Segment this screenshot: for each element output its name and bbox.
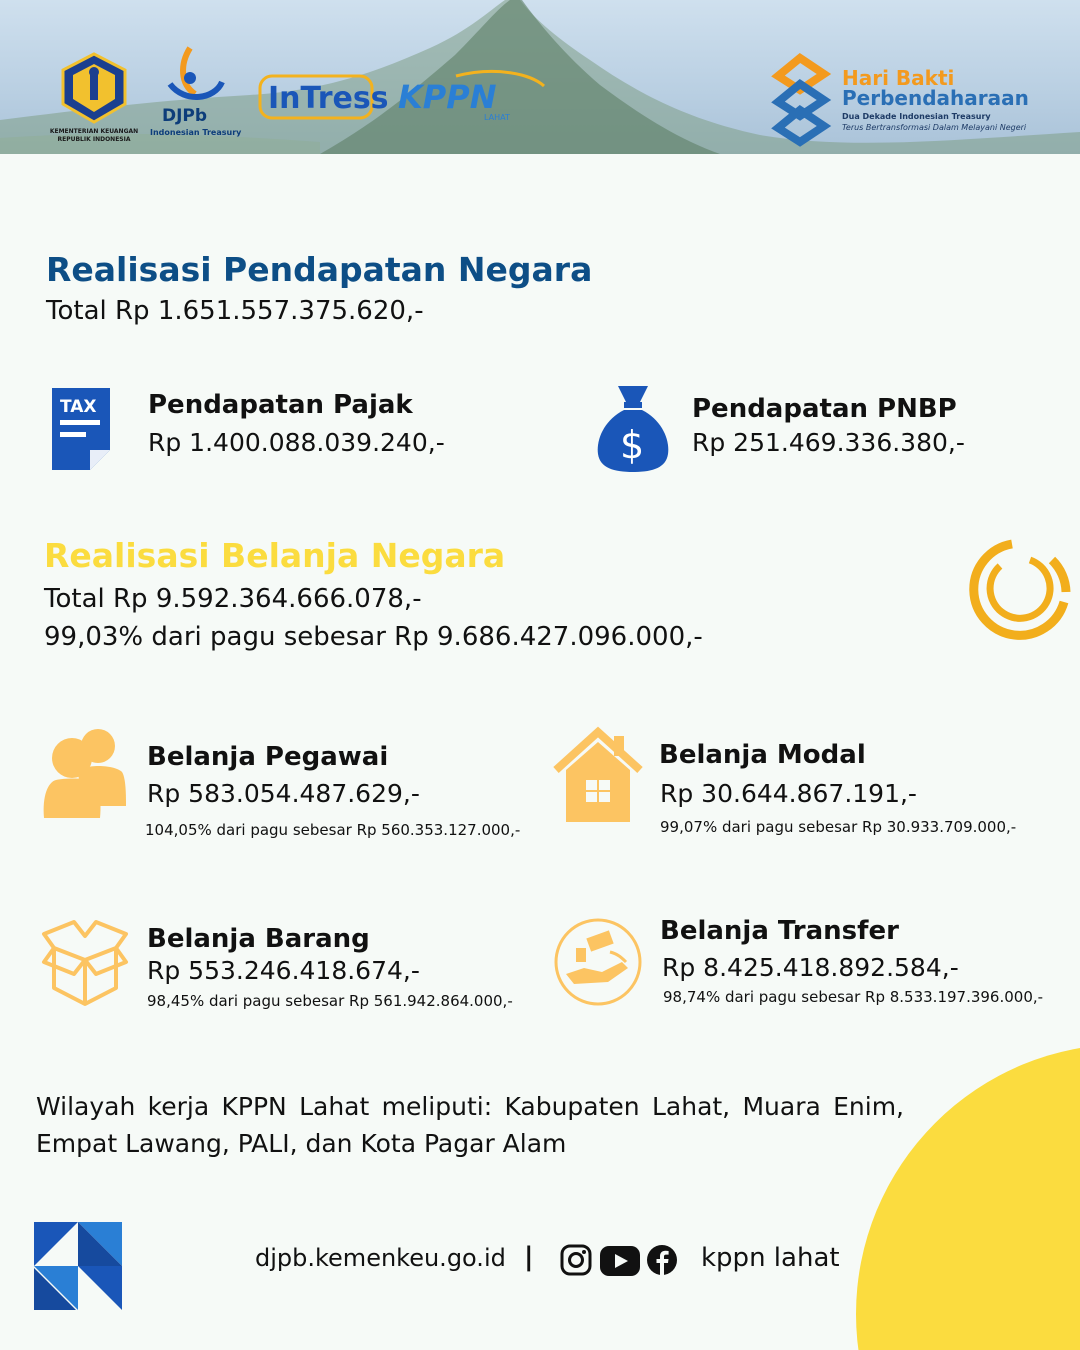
djpb-subtitle: Indonesian Treasury [150,128,242,137]
kemenkeu-line2: REPUBLIK INDONESIA [57,136,131,143]
belanja-pegawai-value: Rp 583.054.487.629,- [147,779,420,808]
intress-frame-icon [258,72,389,122]
kppn-sub: LAHAT [484,113,510,122]
belanja-modal-label: Belanja Modal [659,740,866,770]
belanja-total: Total Rp 9.592.364.666.078,- [44,584,422,614]
hbp-subtitle-line2: Terus Bertransformasi Dalam Melayani Negeri [842,123,1027,132]
belanja-pegawai-label: Belanja Pegawai [147,742,389,772]
money-bag-symbol: $ [620,423,645,467]
pendapatan-title: Realisasi Pendapatan Negara [46,250,593,289]
belanja-transfer-value: Rp 8.425.418.892.584,- [662,953,959,982]
website-link[interactable]: djpb.kemenkeu.go.id [255,1244,506,1272]
belanja-modal-value: Rp 30.644.867.191,- [660,779,917,808]
people-icon [42,726,126,820]
kemenkeu-corner-logo-icon [34,1222,122,1312]
header-banner [0,0,1080,154]
footer-separator: | [524,1242,534,1272]
social-handle[interactable]: kppn lahat [701,1243,840,1273]
box-icon [42,918,128,1008]
intress-name: InTress [268,81,389,116]
tax-document-icon [48,384,114,474]
intress-logo [258,72,389,122]
youtube-icon[interactable] [600,1246,640,1276]
progress-ring-icon [960,536,1072,644]
djpb-swoosh-icon [150,44,230,106]
pendapatan-pnbp-value: Rp 251.469.336.380,- [692,428,965,457]
coverage-area-text: Wilayah kerja KPPN Lahat meliputi: Kabupaten Lahat, Muara Enim, Empat Lawang, PALI, dan Kota Pagar Alam [36,1092,904,1158]
belanja-transfer-pct: 98,74% dari pagu sebesar Rp 8.533.197.396.000,- [663,988,1044,1006]
hari-bakti-perbendaharaan-logo [770,54,1050,144]
belanja-title: Realisasi Belanja Negara [44,536,506,575]
kppn-logo [396,66,546,126]
belanja-barang-label: Belanja Barang [147,924,370,954]
belanja-barang-pct: 98,45% dari pagu sebesar Rp 561.942.864.000,- [147,992,513,1010]
belanja-barang-value: Rp 553.246.418.674,- [147,956,420,985]
kppn-name: KPPN [398,78,497,116]
pendapatan-pajak-value: Rp 1.400.088.039.240,- [148,428,445,457]
belanja-pegawai-pct: 104,05% dari pagu sebesar Rp 560.353.127.000,- [145,821,521,839]
djpb-name: DJPb [162,106,208,126]
kemenkeu-line1: KEMENTERIAN KEUANGAN [49,128,139,135]
facebook-icon[interactable] [646,1244,678,1276]
hbp-subtitle-line1: Dua Dekade Indonesian Treasury [842,112,991,121]
money-transfer-icon [552,916,644,1008]
belanja-pagu: 99,03% dari pagu sebesar Rp 9.686.427.096.000,- [44,622,703,652]
pendapatan-pnbp-label: Pendapatan PNBP [692,394,957,424]
kppn-mark-icon [396,66,546,126]
djpb-logo [150,44,240,144]
pendapatan-pajak-label: Pendapatan Pajak [148,390,413,420]
hbp-title-line2: Perbendaharaan [842,86,1029,110]
hbp-chain-icon [770,54,832,144]
tax-icon-label: TAX [60,397,97,417]
kemenkeu-logo [46,52,142,152]
kemenkeu-emblem-icon [59,52,129,124]
hbp-title-line1: Hari Bakti [842,66,955,90]
instagram-icon[interactable] [560,1244,592,1276]
house-icon [552,728,644,824]
money-bag-icon [594,384,672,474]
pendapatan-total: Total Rp 1.651.557.375.620,- [46,296,424,326]
belanja-modal-pct: 99,07% dari pagu sebesar Rp 30.933.709.000,- [660,818,1017,836]
belanja-transfer-label: Belanja Transfer [660,916,899,946]
